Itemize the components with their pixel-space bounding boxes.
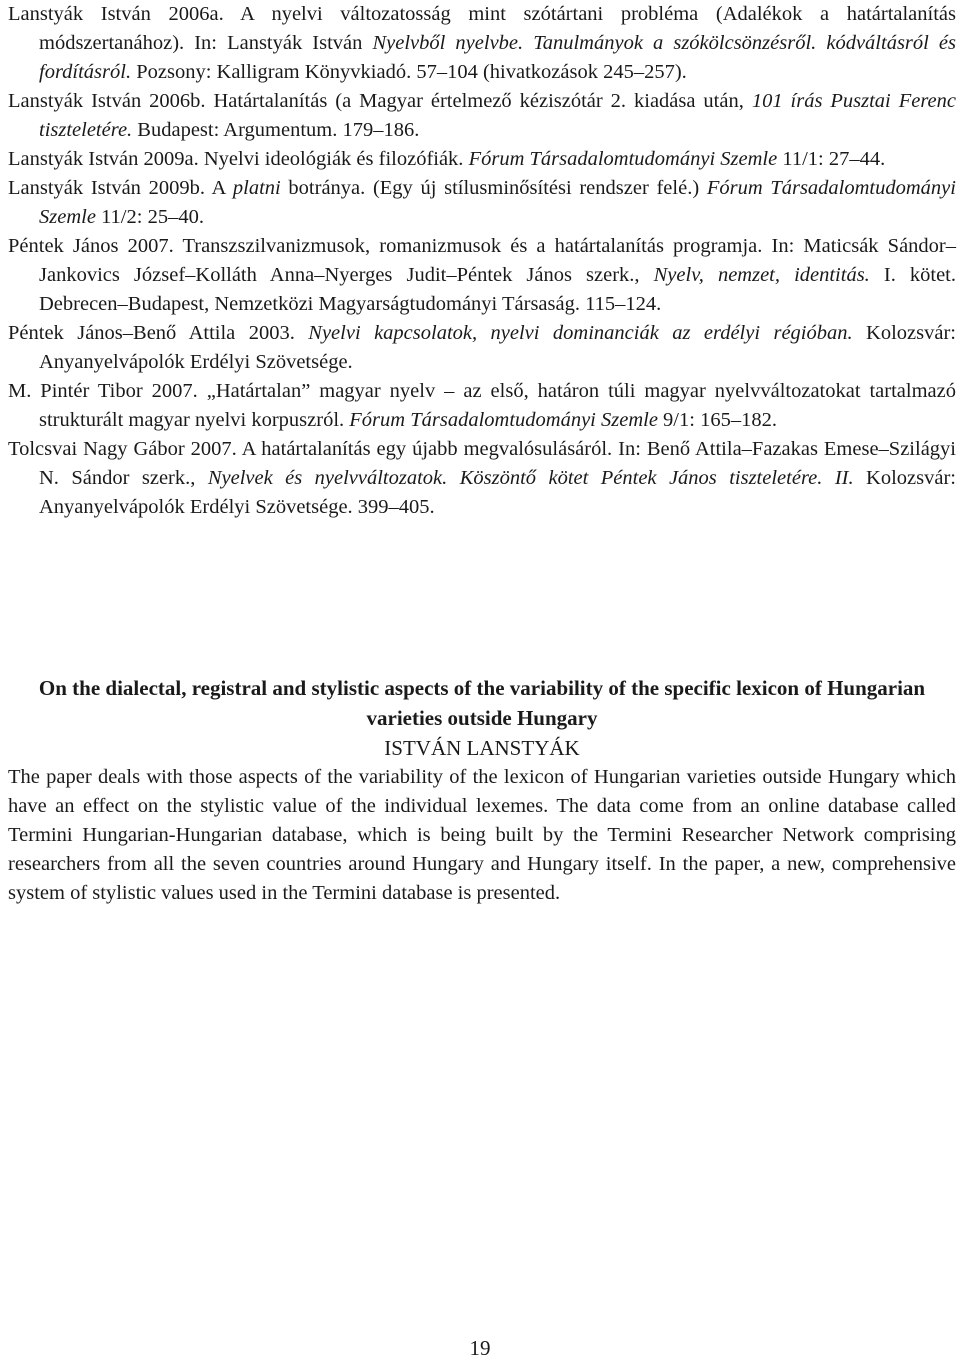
abstract-author: ISTVÁN LANSTYÁK (384, 736, 580, 760)
reference-italic-title: Nyelvek és nyelvváltozatok. Köszöntő kötet Péntek János tiszteletére. II. (207, 467, 854, 489)
reference-text: Péntek János 2007. Transzszilvanizmusok, romanizmusok és a határtalanítás programja. In: Maticsák Sándor–Jankovics József–Kolláth Anna–Nyerges Judit–Péntek János szerk., (8, 235, 956, 286)
abstract-body: The paper deals with those aspects of the variability of the lexicon of Hungarian varieties outside Hungary which have an effect on the stylistic value of the individual lexemes. The data come from an online database called Termini Hungarian-Hungarian database, which is being built by the Termini Researcher Network comprising researchers from all the seven countries around Hungary and Hungary itself. In the paper, a new, comprehensive system of stylistic values used in the Termini database is presented. (8, 766, 956, 904)
reference-entry (8, 319, 956, 377)
reference-entry (8, 174, 956, 232)
reference-text: Péntek János–Benő Attila 2003. (8, 322, 309, 344)
reference-text: Lanstyák István 2006b. Határtalanítás (a Magyar értelmező kéziszótár 2. kiadása után, (8, 90, 752, 112)
reference-entry (8, 377, 956, 435)
reference-italic-title: Fórum Társadalomtudományi Szemle (468, 148, 778, 170)
reference-italic-title: Nyelvi kapcsolatok, nyelvi dominanciák az erdélyi régióban. (308, 322, 853, 344)
reference-entry (8, 232, 956, 319)
reference-list (8, 0, 956, 522)
reference-text: Budapest: Argumentum. 179–186. (132, 119, 420, 141)
reference-text: Kolozsvár: Anyanyelvápolók Erdélyi Szövetsége. 399–405. (39, 467, 956, 518)
reference-text: I. kötet. Debrecen–Budapest, Nemzetközi Magyarságtudományi Társaság. 115–124. (39, 264, 957, 315)
reference-text: Kolozsvár: Anyanyelvápolók Erdélyi Szövetsége. (39, 322, 957, 373)
reference-text: 9/1: 165–182. (657, 409, 777, 431)
reference-entry (8, 87, 956, 145)
reference-italic-title: platni (232, 177, 281, 199)
reference-italic-title: Nyelv, nemzet, identitás. (653, 264, 870, 286)
reference-text: 11/2: 25–40. (95, 206, 204, 228)
reference-text: 11/1: 27–44. (777, 148, 886, 170)
reference-text: botránya. (Egy új stílusminősítési rendszer felé.) (280, 177, 707, 199)
reference-text: Pozsony: Kalligram Könyvkiadó. 57–104 (hivatkozások 245–257). (131, 61, 687, 83)
english-abstract (8, 673, 956, 908)
page-number: 19 (469, 1336, 491, 1360)
reference-text: Lanstyák István 2006a. A nyelvi változatosság mint szótártani probléma (Adalékok a határtalanítás módszertanához). In: Lanstyák István (8, 3, 956, 54)
reference-italic-title: 101 írás Pusztai Ferenc tiszteletére. (39, 90, 956, 141)
reference-text: Lanstyák István 2009a. Nyelvi ideológiák és filozófiák. (8, 148, 469, 170)
reference-italic-title: Fórum Társadalomtudományi Szemle (39, 177, 956, 228)
reference-entry (8, 435, 956, 522)
reference-italic-title: Nyelvből nyelvbe. Tanulmányok a szókölcsönzésről. kódváltásról és fordításról. (39, 32, 957, 83)
reference-entry (8, 145, 956, 174)
reference-text: M. Pintér Tibor 2007. „Határtalan” magyar nyelv – az első, határon túli magyar nyelvváltozatokat tartalmazó strukturált magyar nyelvi korpuszról. (8, 380, 956, 431)
reference-italic-title: Fórum Társadalomtudományi Szemle (349, 409, 658, 431)
abstract-title: On the dialectal, registral and stylistic aspects of the variability of the specific lexicon of Hungarian varieties outside Hungary (38, 676, 926, 730)
reference-text: Tolcsvai Nagy Gábor 2007. A határtalanítás egy újabb megvalósulásáról. In: Benő Attila–Fazakas Emese–Szilágyi N. Sándor szerk., (8, 438, 956, 489)
reference-text: Lanstyák István 2009b. A (8, 177, 233, 199)
reference-entry (8, 0, 956, 87)
